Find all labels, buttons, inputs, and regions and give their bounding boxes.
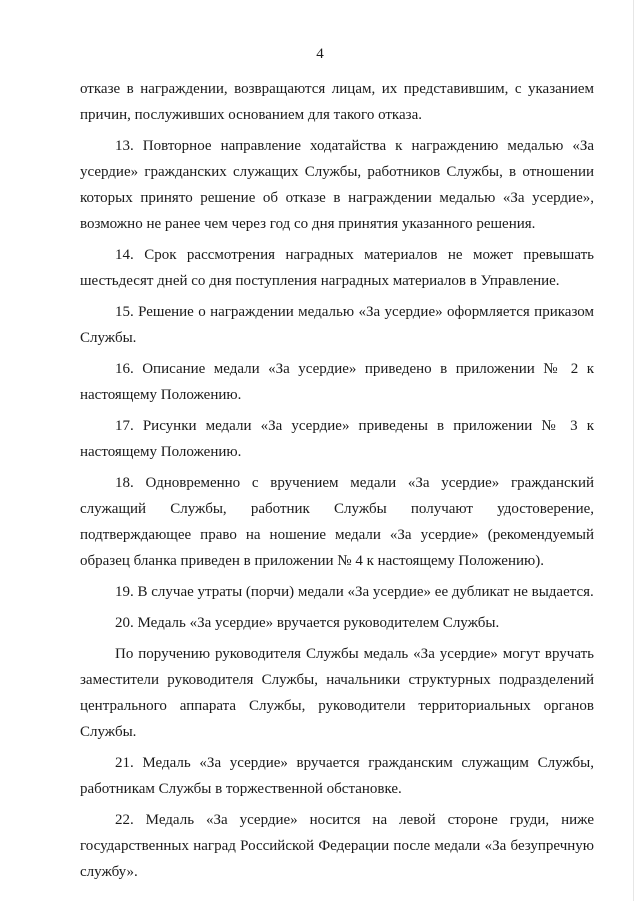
paragraph-16: 16. Описание медали «За усердие» приведено в приложении № 2 к настоящему Положению. — [80, 361, 594, 403]
paragraph-17: 17. Рисунки медали «За усердие» приведены в приложении № 3 к настоящему Положению. — [80, 418, 594, 460]
paragraph-22: 22. Медаль «За усердие» носится на левой стороне груди, ниже государственных наград Российской Федерации после медали «За безупречную службу». — [80, 812, 594, 880]
paragraph-18: 18. Одновременно с вручением медали «За усердие» гражданский служащий Службы, работник Службы получают удостоверение, подтверждающее право на ношение медали «За усердие» (рекомендуемый образец бланка приведен в приложении № 4 к настоящему Положению). — [80, 475, 594, 569]
paragraph-19: 19. В случае утраты (порчи) медали «За усердие» ее дубликат не выдается. — [115, 584, 594, 600]
paragraph-20-continuation: По поручению руководителя Службы медаль «За усердие» могут вручать заместители руководителя Службы, начальники структурных подразделений центрального аппарата Службы, руководители территориальных органов Службы. — [80, 646, 594, 740]
paragraph-20: 20. Медаль «За усердие» вручается руководителем Службы. — [115, 615, 500, 631]
paragraph-15: 15. Решение о награждении медалью «За усердие» оформляется приказом Службы. — [80, 304, 594, 346]
paragraph-14: 14. Срок рассмотрения наградных материалов не может превышать шестьдесят дней со дня поступления наградных материалов в Управление. — [80, 247, 594, 289]
paragraph-continuation: отказе в награждении, возвращаются лицам, их представившим, с указанием причин, послуживших основанием для такого отказа. — [80, 81, 594, 123]
paragraph-13: 13. Повторное направление ходатайства к награждению медалью «За усердие» гражданских служащих Службы, работников Службы, в отношении которых принято решение об отказе в награждении медалью «За усердие», возможно не ранее чем через год со дня принятия указанного решения. — [80, 138, 594, 232]
document-body — [80, 76, 594, 890]
paragraph-21: 21. Медаль «За усердие» вручается гражданским служащим Службы, работникам Службы в торжественной обстановке. — [80, 755, 594, 797]
page-number: 4 — [316, 46, 324, 62]
scan-edge-line — [633, 0, 634, 901]
